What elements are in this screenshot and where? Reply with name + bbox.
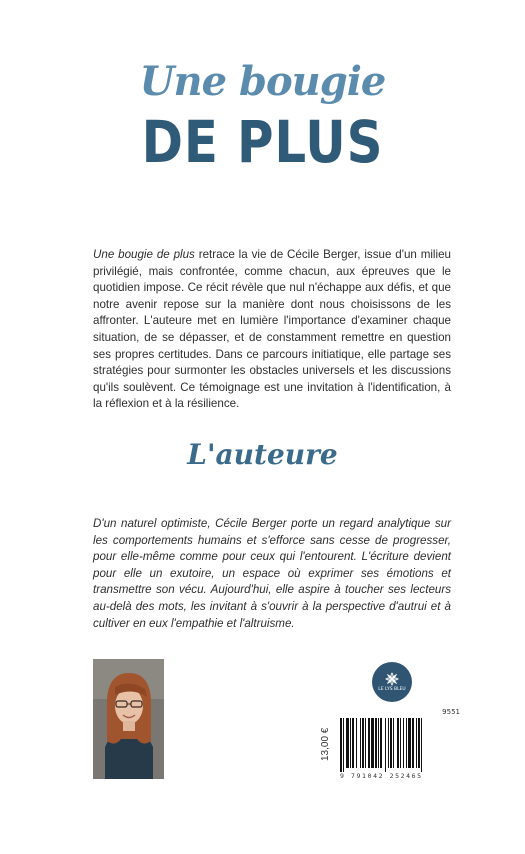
isbn-barcode-block [320, 708, 460, 788]
barcode-digits: 9 791042 252465 [340, 772, 423, 780]
barcode-bar [393, 718, 394, 768]
barcode-bar [421, 718, 422, 772]
barcode-bar [388, 718, 389, 768]
barcode-bar [418, 718, 420, 768]
barcode-bar [397, 718, 399, 768]
barcode-bar [406, 718, 407, 768]
barcode-bar [380, 718, 382, 768]
barcode-bar [371, 718, 374, 768]
synopsis-book-title: Une bougie de plus [93, 248, 195, 261]
barcode-bar [390, 718, 392, 768]
barcode-bar [378, 718, 379, 768]
barcode-bar [340, 718, 342, 772]
barcode-bar [365, 718, 366, 768]
barcode-bar [408, 718, 411, 768]
barcode-bar [346, 718, 349, 768]
author-photo [93, 659, 164, 779]
cover-title-block: DE PLUS [141, 108, 384, 176]
synopsis-paragraph [93, 247, 451, 413]
barcode-bar [362, 718, 364, 768]
barcode-bar [375, 718, 377, 768]
barcode-bar [416, 718, 417, 768]
publisher-logo-text: LE LYS BLEU [378, 687, 406, 692]
barcode-bars [340, 718, 458, 772]
barcode-bar [360, 718, 361, 768]
author-heading: L'auteure [187, 438, 338, 471]
barcode-bar [352, 718, 354, 768]
barcode-bar [403, 718, 404, 768]
author-bio: D'un naturel optimiste, Cécile Berger porte un regard analytique sur les comportements humains et s'efforce sans cesse de progresser, pour elle-même comme pour ceux qui l'entourent. L'écriture devient pour elle un exutoire, un espace où exprimer ses émotions et transmettre son vécu. Aujourd'hui, elle aspire à toucher ses lecteurs au-delà des mots, les invitant à s'ouvrir à la perspective d'autrui et à cultiver en eux l'empathie et l'altruisme. [93, 517, 451, 630]
barcode-bar [350, 718, 351, 768]
price-label: 13,00 € [320, 727, 331, 761]
publisher-logo [372, 662, 412, 702]
barcode-bar [356, 718, 357, 768]
lily-flower-icon [385, 672, 399, 686]
barcode-bar [368, 718, 370, 768]
synopsis-text: retrace la vie de Cécile Berger, issue d'un milieu privilégié, mais confrontée, comme chacun, aux épreuves que le quotidien impose. Ce récit révèle que nul n'échappe aux défis, et que notre avenir repose sur la manière dont nous choisissons de les affronter. L'auteure met en lumière l'importance d'examiner chaque situation, de se dépasser, et de constamment remettre en question ses propres certitudes. Dans ce parcours initiatique, elle partage ses stratégies pour surmonter les obstacles universels et les discussions qu'ils soulèvent. Ce témoignage est une invitation à l'identification, à la réflexion et à la résilience. [93, 248, 451, 411]
barcode-bar [400, 718, 401, 768]
barcode-bar [343, 718, 344, 772]
cover-title-script: Une bougie [139, 58, 386, 105]
author-portrait-image [93, 659, 164, 779]
barcode-bar [412, 718, 414, 768]
barcode-code-top: 9551 [442, 708, 460, 716]
barcode-bar [385, 718, 386, 772]
